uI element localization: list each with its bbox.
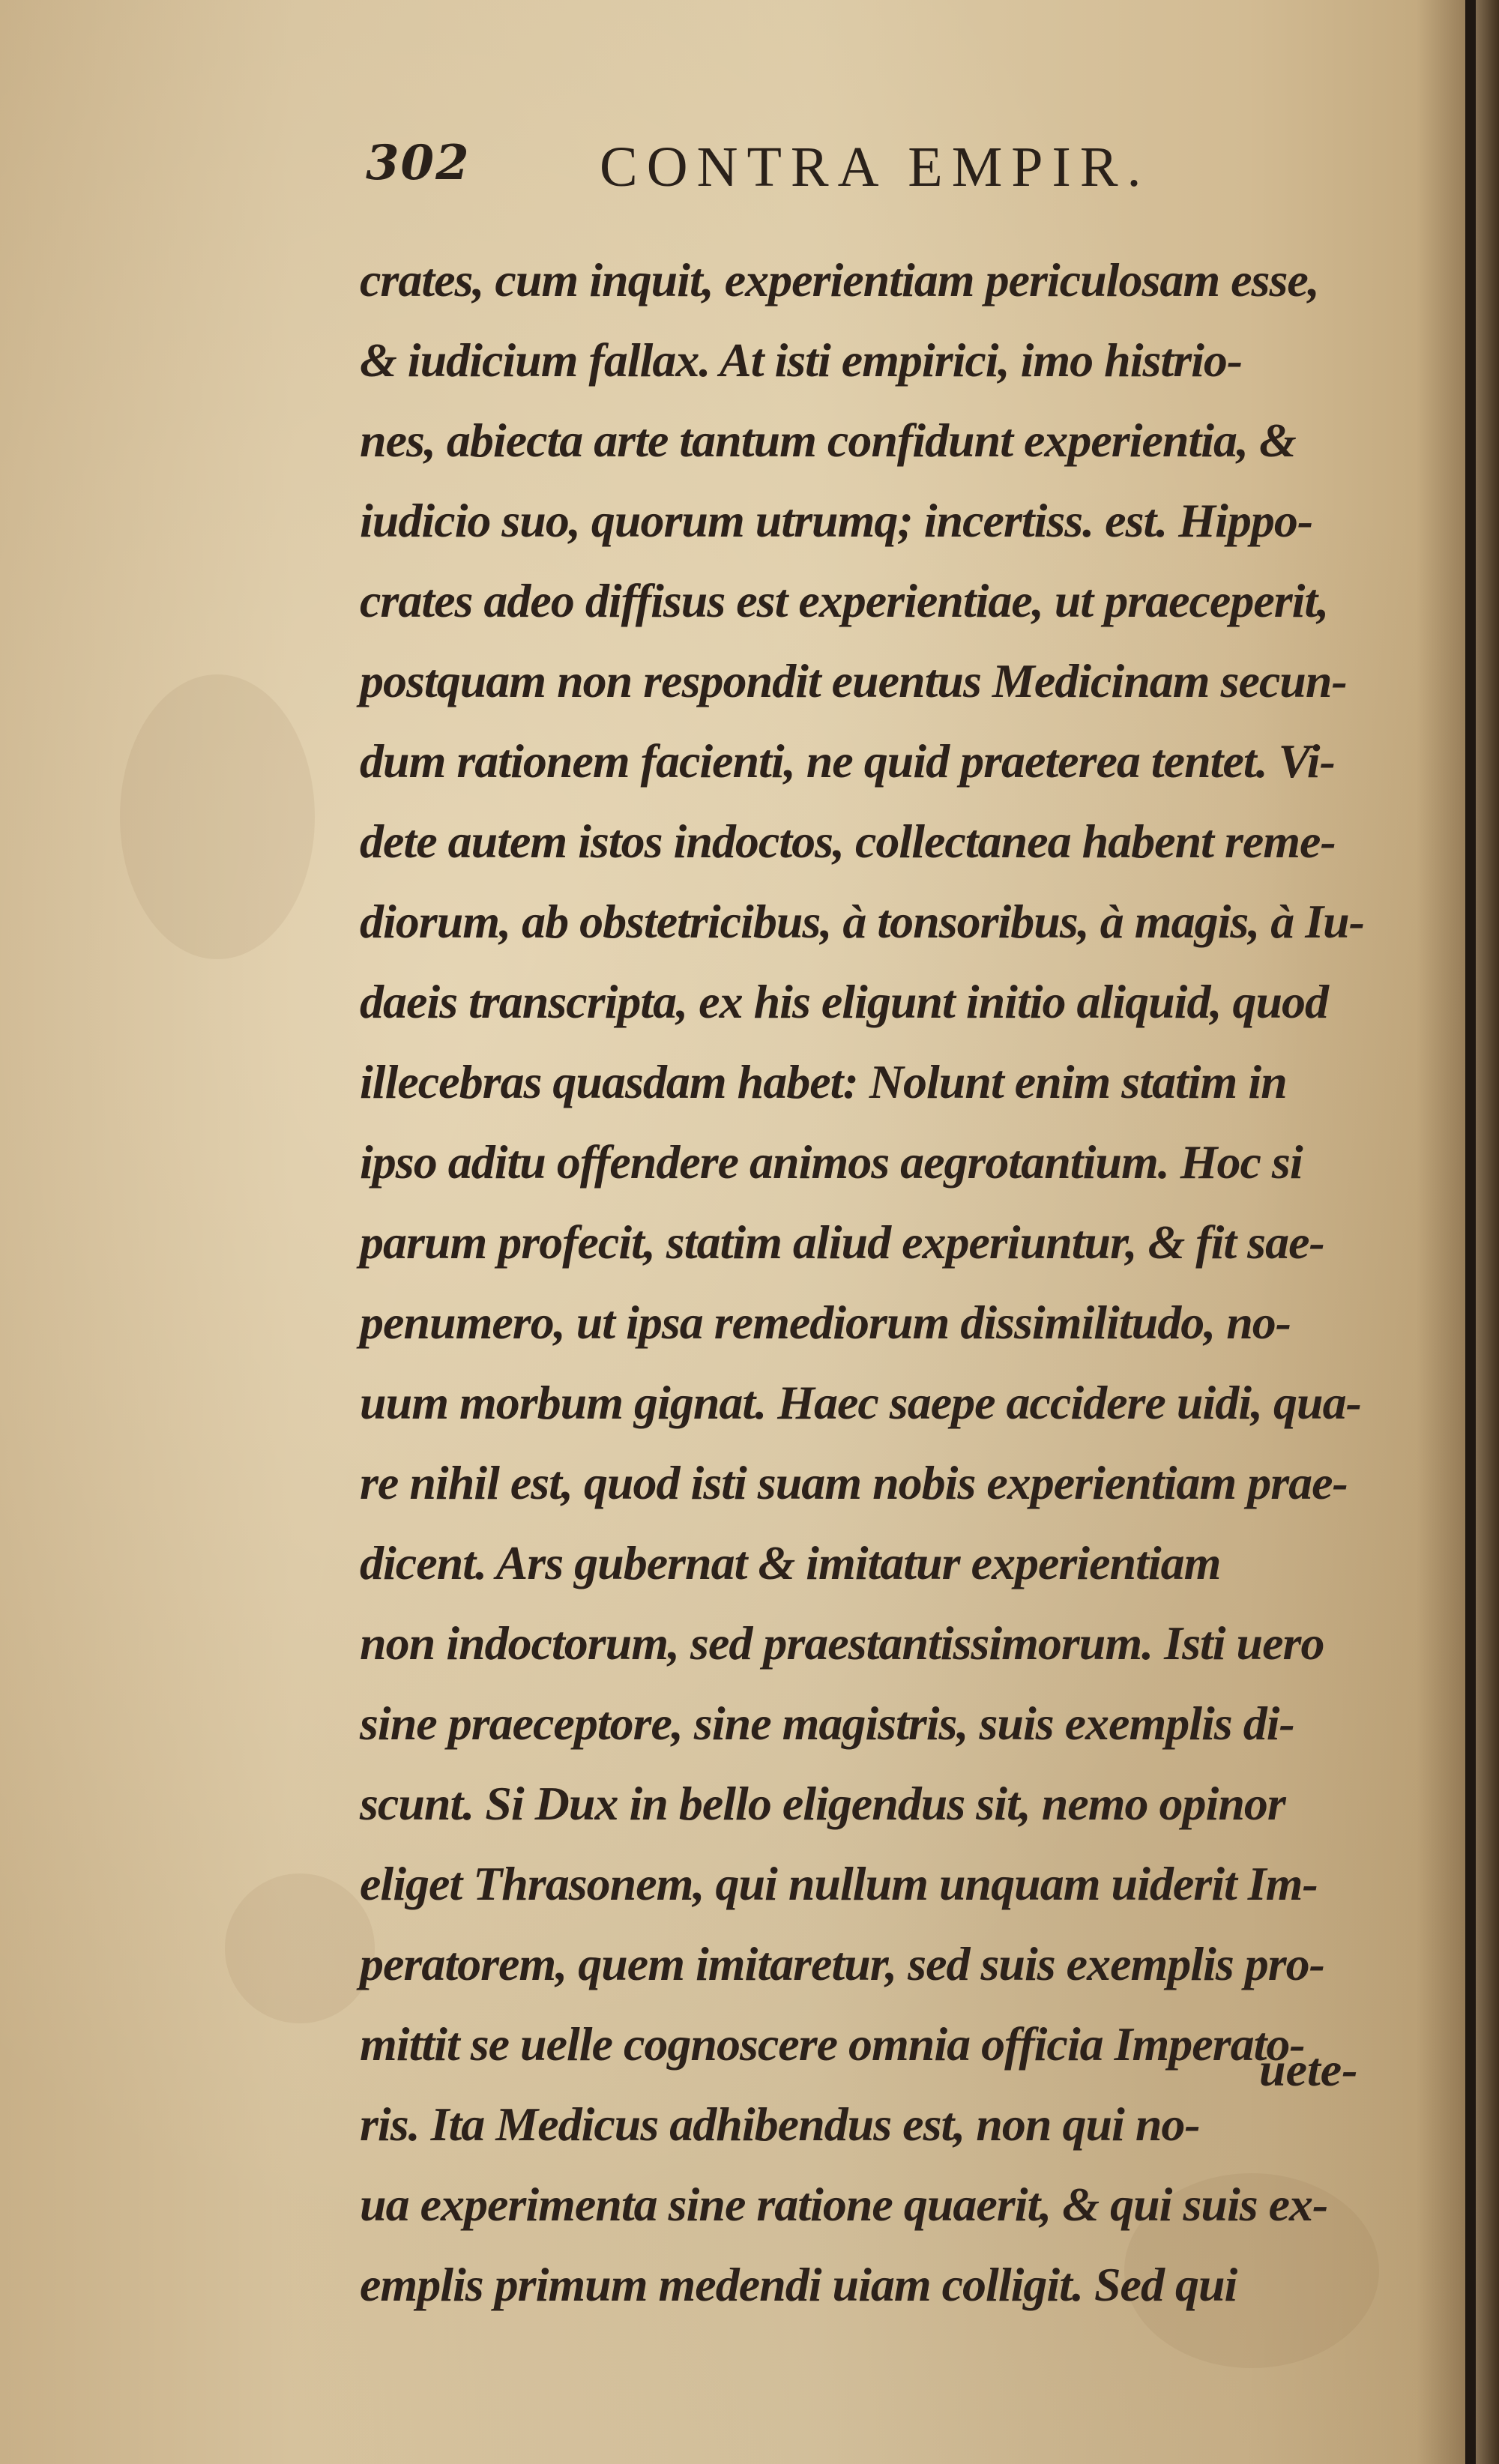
- text-line: ua experimenta sine ratione quaerit, & qui suis ex-: [360, 2178, 1328, 2231]
- text-line: parum profecit, statim aliud experiuntur, & fit sae-: [360, 1216, 1324, 1269]
- text-line: eliget Thrasonem, qui nullum unquam uiderit Im-: [360, 1857, 1318, 1910]
- text-line: mittit se uelle cognoscere omnia officia Imperato-: [360, 2017, 1305, 2071]
- paper-stain: [120, 674, 315, 959]
- text-line: dum rationem facienti, ne quid praeterea tentet. Vi-: [360, 734, 1335, 788]
- text-line: penumero, ut ipsa remediorum dissimilitudo, no-: [360, 1296, 1291, 1349]
- text-line: peratorem, quem imitaretur, sed suis exemplis pro-: [360, 1937, 1324, 1990]
- text-line: iudicio suo, quorum utrumq; incertiss. est. Hippo-: [360, 494, 1313, 547]
- text-line: uum morbum gignat. Haec saepe accidere uidi, qua-: [360, 1376, 1361, 1429]
- page-number: 302: [366, 135, 471, 191]
- text-line: non indoctorum, sed praestantissimorum. Isti uero: [360, 1616, 1324, 1670]
- text-line: ipso aditu offendere animos aegrotantium. Hoc si: [360, 1135, 1303, 1189]
- text-line: sine praeceptore, sine magistris, suis exemplis di-: [360, 1697, 1294, 1750]
- text-line: daeis transcripta, ex his eligunt initio aliquid, quod: [360, 975, 1329, 1028]
- text-line: ris. Ita Medicus adhibendus est, non qui no-: [360, 2098, 1200, 2151]
- text-line: scunt. Si Dux in bello eligendus sit, nemo opinor: [360, 1777, 1285, 1830]
- paper-stain: [225, 1873, 375, 2023]
- text-line: crates adeo diffisus est experientiae, ut praeceperit,: [360, 574, 1329, 627]
- text-line: postquam non respondit euentus Medicinam secun-: [360, 654, 1347, 707]
- text-line: dete autem istos indoctos, collectanea habent reme-: [360, 815, 1336, 868]
- text-line: crates, cum inquit, experientiam periculosam esse,: [360, 253, 1319, 307]
- spine-shadow: [1417, 0, 1499, 2464]
- body-text: [360, 240, 1387, 2325]
- text-line: diorum, ab obstetricibus, à tonsoribus, à magis, à Iu-: [360, 895, 1365, 948]
- text-line: dicent. Ars gubernat & imitatur experientiam: [360, 1536, 1221, 1589]
- text-line: emplis primum medendi uiam colligit. Sed qui: [360, 2258, 1237, 2311]
- running-head: CONTRA EMPIR.: [600, 136, 1150, 199]
- page-header: [352, 135, 1387, 217]
- text-line: & iudicium fallax. At isti empirici, imo histrio-: [360, 333, 1243, 387]
- catchword: uete-: [1259, 2043, 1358, 2096]
- text-line: re nihil est, quod isti suam nobis experientiam prae-: [360, 1456, 1348, 1509]
- text-line: illecebras quasdam habet: Nolunt enim statim in: [360, 1055, 1287, 1108]
- binding-edge: [1465, 0, 1476, 2464]
- text-line: nes, abiecta arte tantum confidunt experientia, &: [360, 414, 1296, 467]
